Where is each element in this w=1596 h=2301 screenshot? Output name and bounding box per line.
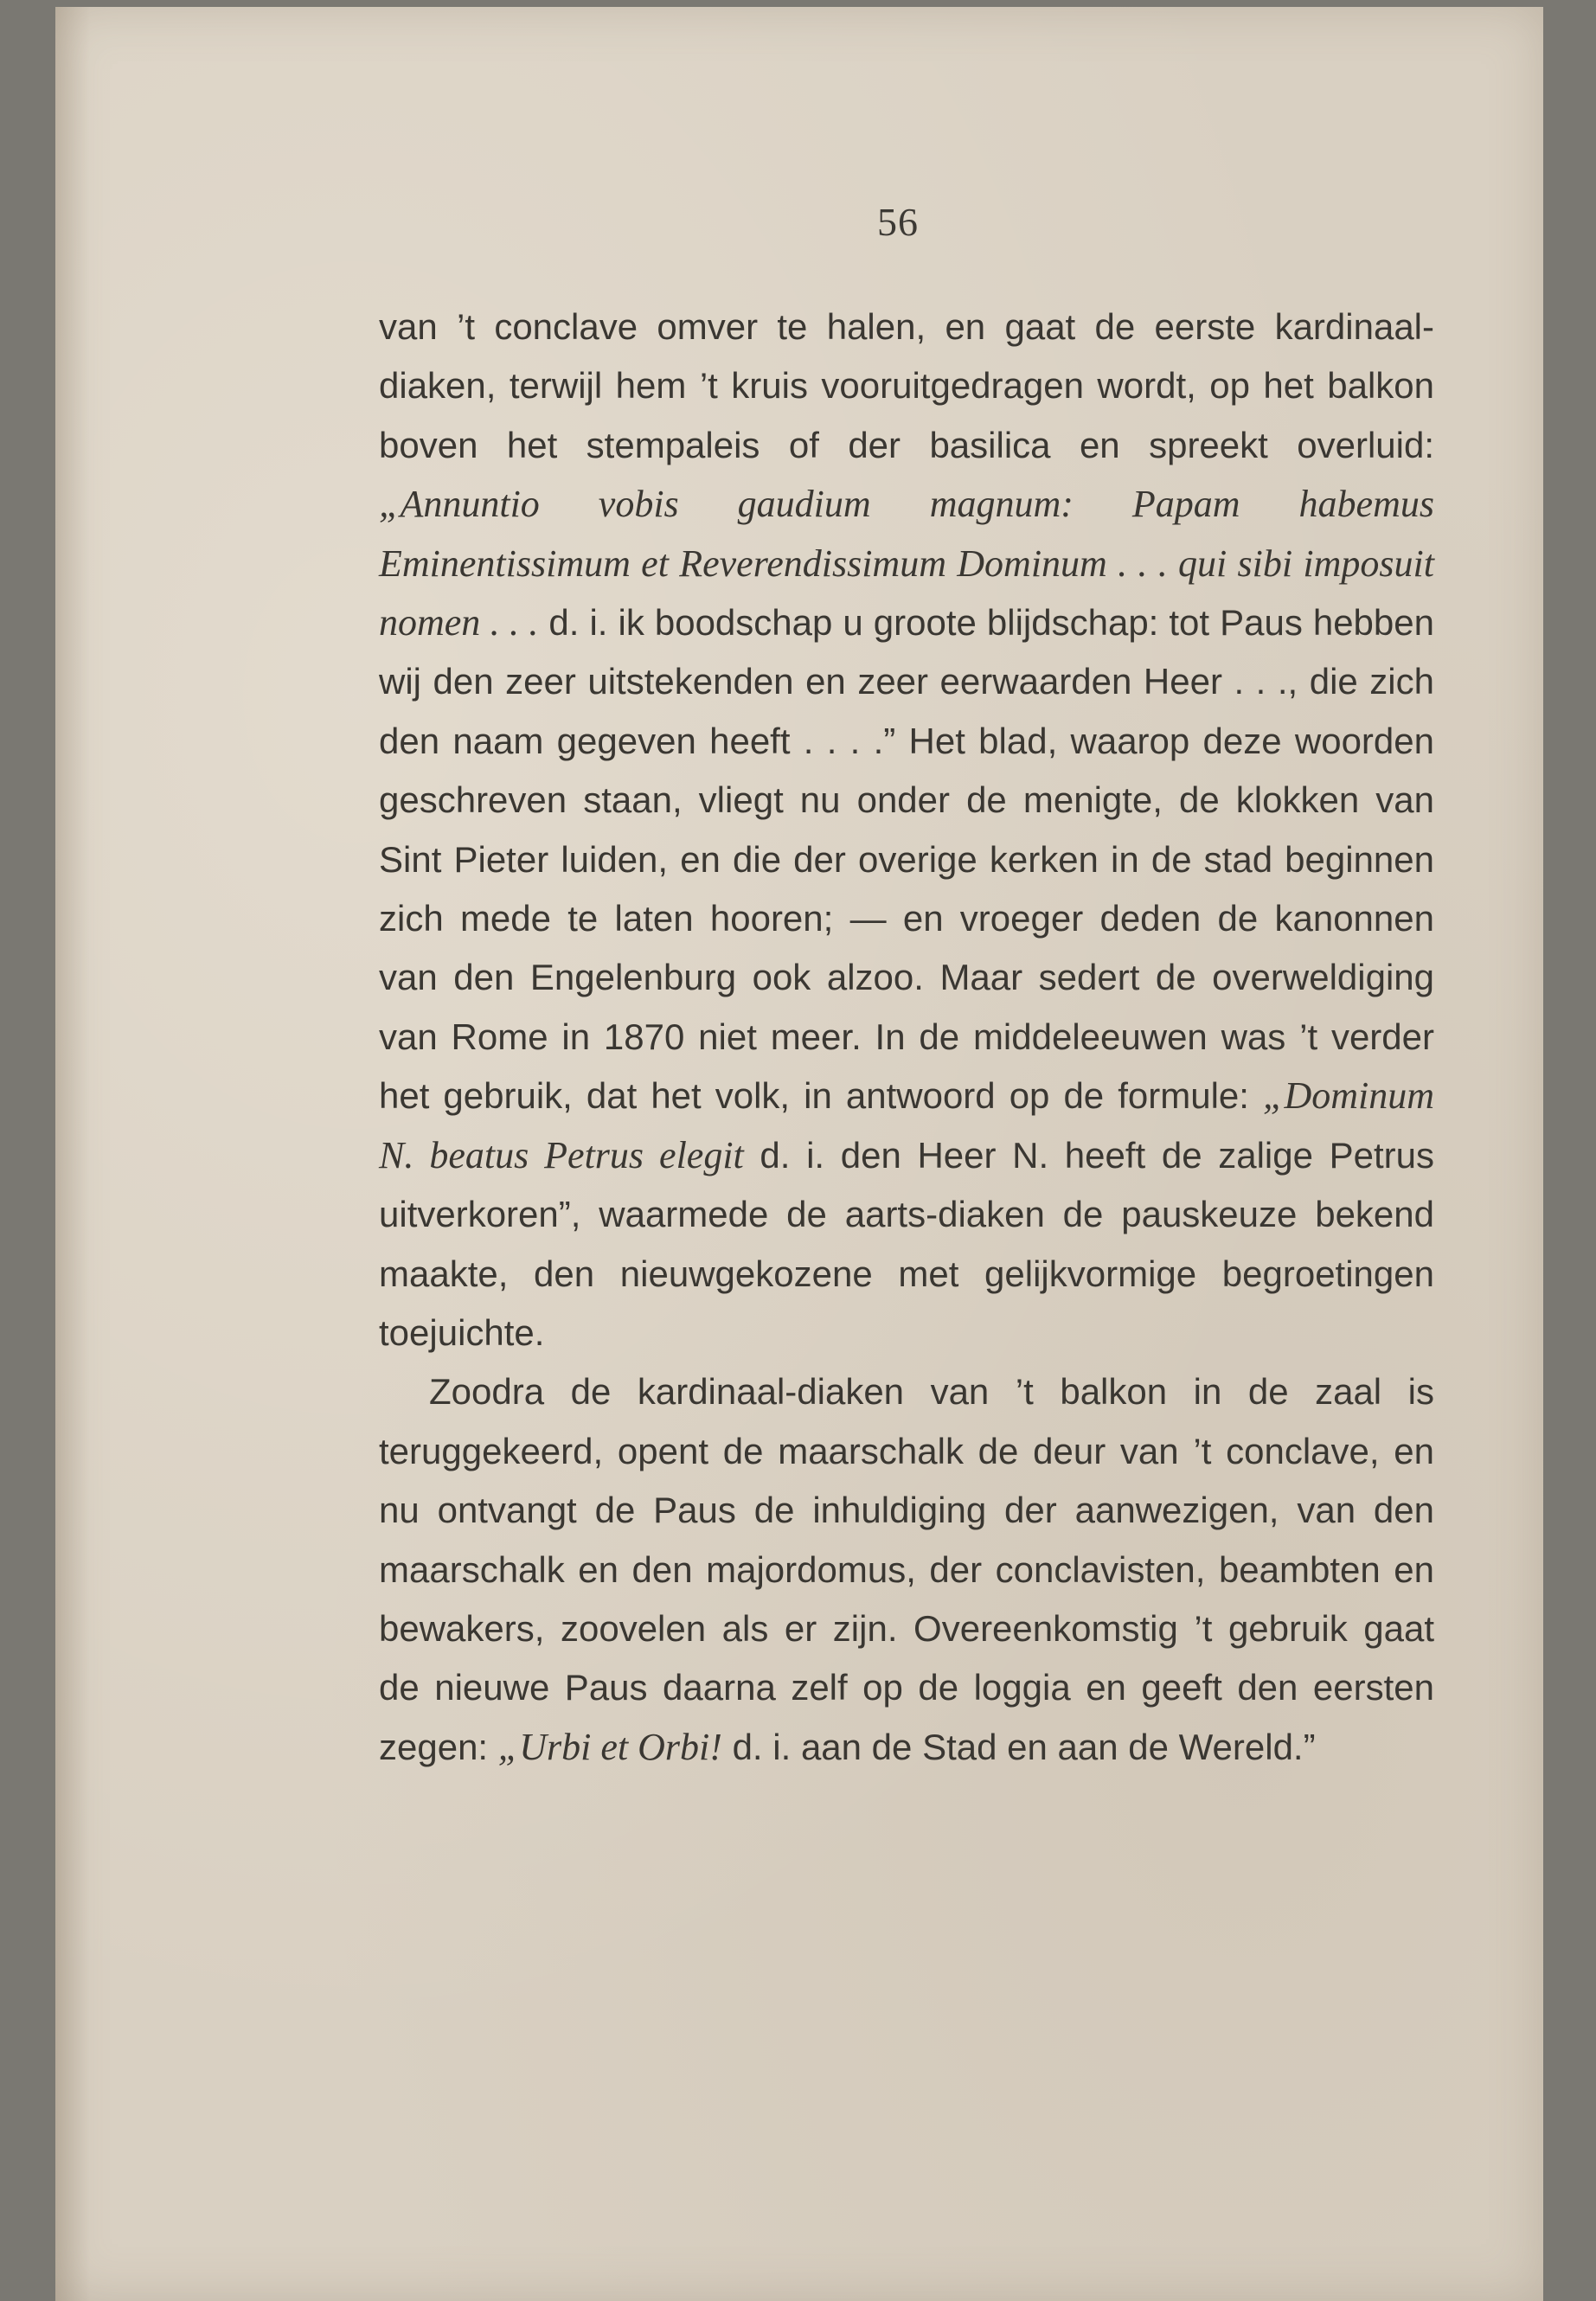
paragraph-2-text-a: Zoodra de kardinaal-diaken van ’t balkon in de zaal is teruggekeerd, opent de maarschalk de deur van ’t conclave, en nu ontvangt de Paus de inhuldiging der aanwezigen, van den maarschalk en den majordomus, der conclavisten, beambten en bewakers, zoovelen als er zijn. Overeenkomstig ’t gebruik gaat de nieuwe Paus daarna zelf op de loggia en geeft den eersten zegen: xyxy=(379,1371,1434,1767)
paragraph-1-text-b: d. i. ik boodschap u groote blijdschap: tot Paus hebben wij den zeer uitstekenden en zeer eerwaarden Heer . . ., die zich den naam gegeven heeft . . . .” Het blad, waarop deze woorden geschreven staan, vliegt nu onder de menigte, de klokken van Sint Pieter luiden, en die der overige kerken in de stad beginnen zich mede te laten hooren; — en vroeger deden de kanonnen van den Engelenburg ook alzoo. Maar sedert de overweldiging van Rome in 1870 niet meer. In de middeleeuwen was ’t verder het gebruik, dat het volk, in antwoord op de formule: xyxy=(379,602,1434,1117)
latin-quote-annuntio: „Annuntio vobis gaudium magnum: Papam habemus Eminentissimum et Reverendissimum Dominum . . . qui sibi imposuit nomen . . . xyxy=(379,483,1434,644)
paragraph-2 xyxy=(379,1362,1434,1777)
paragraph-1-text-a: van ’t conclave omver te halen, en gaat de eerste kardinaal-diaken, terwijl hem ’t kruis vooruitgedragen wordt, op het balkon boven het stempaleis of der basilica en spreekt overluid: xyxy=(379,306,1434,465)
latin-quote-urbi: „Urbi et Orbi! xyxy=(497,1725,722,1768)
latin-quote-dominum: „Dominum N. beatus Petrus elegit xyxy=(379,1074,1434,1176)
paragraph-1 xyxy=(379,298,1434,1362)
paragraph-1-text-c: d. i. den Heer N. heeft de zalige Petrus uitverkoren”, waarmede de aarts-diaken de pauskeuze bekend maakte, den nieuwgekozene met gelijkvormige begroetingen toejuichte. xyxy=(379,1134,1434,1353)
book-page xyxy=(55,7,1543,2301)
body-text xyxy=(379,298,1434,1777)
paragraph-2-text-b: d. i. aan de Stad en aan de Wereld.” xyxy=(721,1726,1316,1767)
page-number: 56 xyxy=(877,200,919,244)
